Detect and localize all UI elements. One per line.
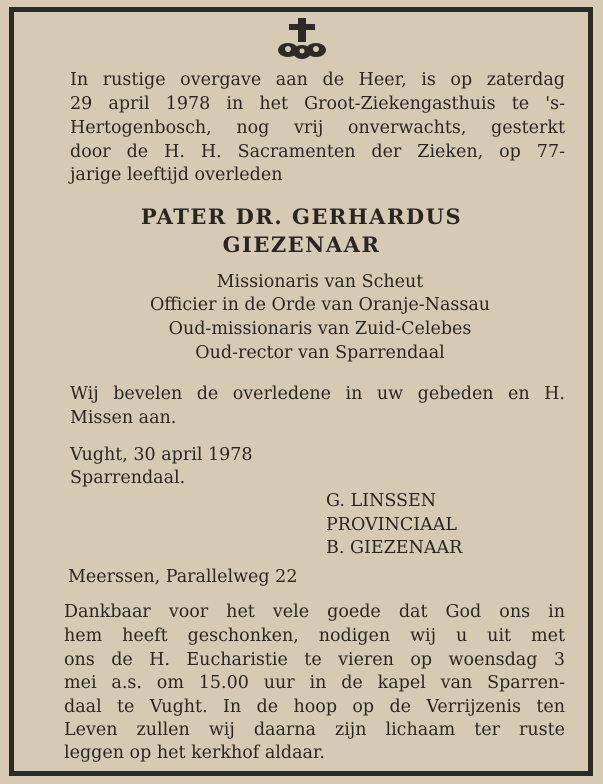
closing-line: Dankbaar voor het vele goede dat God ons in — [64, 602, 565, 622]
closing-line: leggen op het kerkhof aldaar. — [64, 743, 325, 763]
closing-line: mei a.s. om 15.00 uur in de kapel van Sparren- — [64, 673, 565, 693]
prayer-line: Missen aan. — [70, 408, 177, 428]
title-line: Missionaris van Scheut — [216, 272, 424, 292]
intro-line: In rustige overgave aan de Heer, is op zaterdag — [70, 70, 565, 90]
deceased-name-line: PATER DR. GERHARDUS — [140, 204, 463, 229]
closing-line: hem heeft geschonken, nodigen wij u uit met — [64, 626, 565, 646]
signature-line: G. LINSSEN — [326, 491, 437, 511]
title-line: Officier in de Orde van Oranje-Nassau — [149, 295, 491, 315]
intro-line: jarige leeftijd overleden — [70, 165, 283, 185]
closing-line: ons de H. Eucharistie te vieren op woensdag 3 — [64, 650, 565, 670]
title-line: Oud-rector van Sparrendaal — [195, 343, 445, 363]
closing-line: daal te Vught. In de hoop op de Verrijzenis ten — [64, 697, 565, 717]
address: Meerssen, Parallelweg 22 — [68, 567, 298, 587]
place-date-line: Vught, 30 april 1978 — [70, 445, 253, 465]
signature-line: PROVINCIAAL — [326, 515, 458, 535]
cross-flower-icon — [276, 18, 328, 62]
intro-line: Hertogenbosch, nog vrij onverwachts, gesterkt — [70, 118, 565, 138]
intro-line: 29 april 1978 in het Groot-Ziekengasthuis te 's- — [70, 94, 565, 114]
title-line: Oud-missionaris van Zuid-Celebes — [168, 319, 472, 339]
intro-line: door de H. H. Sacramenten der Zieken, op 77- — [70, 142, 565, 162]
closing-line: Leven zullen wij daarna zijn lichaam ter ruste — [64, 720, 565, 740]
prayer-line: Wij bevelen de overledene in uw gebeden en H. — [70, 384, 565, 404]
place-date-line: Sparrendaal. — [70, 468, 186, 488]
signature-line: B. GIEZENAAR — [326, 538, 463, 558]
deceased-surname: GIEZENAAR — [222, 232, 381, 257]
